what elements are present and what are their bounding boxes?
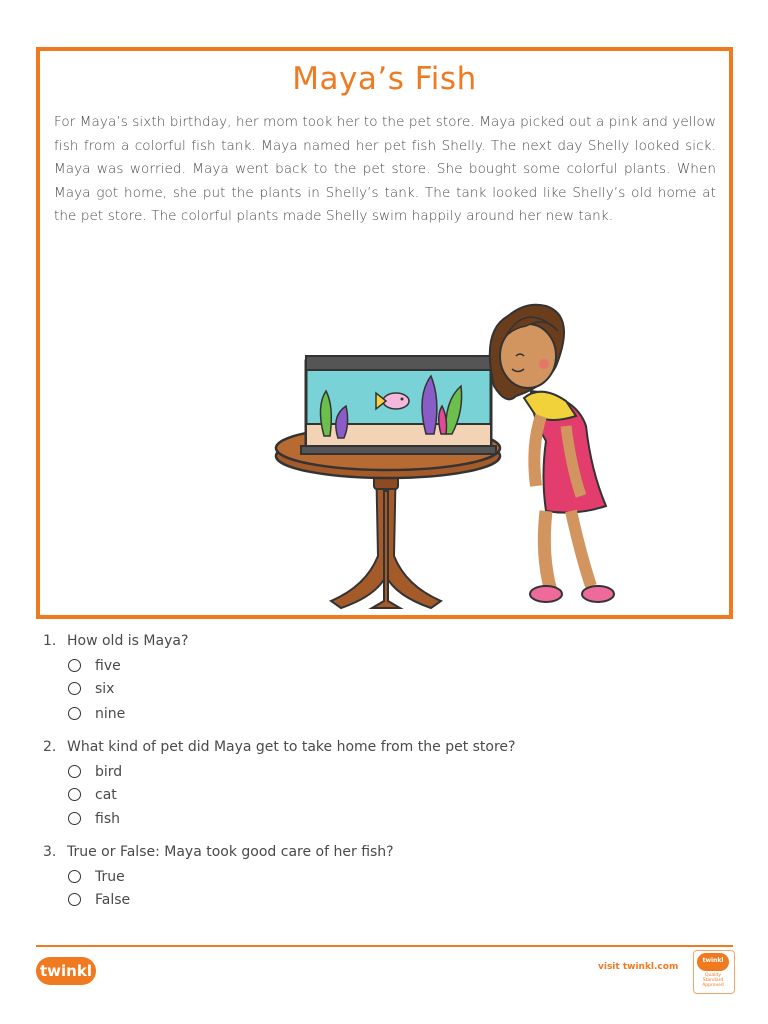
answer-option[interactable] bbox=[68, 867, 125, 887]
answer-option[interactable] bbox=[68, 762, 122, 782]
question-text: How old is Maya? bbox=[67, 633, 189, 649]
answer-option[interactable] bbox=[68, 679, 114, 699]
question-3 bbox=[43, 844, 394, 860]
radio-circle-icon[interactable] bbox=[68, 765, 81, 778]
option-label: fish bbox=[95, 811, 120, 827]
answer-option[interactable] bbox=[68, 890, 130, 910]
question-number: 3. bbox=[43, 844, 57, 860]
radio-circle-icon[interactable] bbox=[68, 659, 81, 672]
visit-link[interactable]: visit twinkl.com bbox=[598, 962, 679, 972]
story-text: For Maya’s sixth birthday, her mom took her to the pet store. Maya picked out a pink and yellow fish from a colorful fish tank. Maya named her pet fish Shelly. The next day Shelly looked sick. Maya was worried. Maya went back to the pet store. She bought some colorful plants. When Maya got home, she put the plants in Shelly’s tank. The tank looked like Shelly’s old home at the pet store. The colorful plants made Shelly swim happily around her new tank. bbox=[54, 114, 716, 224]
answer-option[interactable] bbox=[68, 704, 125, 724]
question-text: What kind of pet did Maya get to take home from the pet store? bbox=[67, 739, 516, 755]
option-label: True bbox=[95, 869, 125, 885]
radio-circle-icon[interactable] bbox=[68, 682, 81, 695]
question-text: True or False: Maya took good care of her fish? bbox=[67, 844, 394, 860]
question-number: 2. bbox=[43, 739, 57, 755]
badge-line-2: Approved bbox=[702, 983, 724, 988]
page-title: Maya’s Fish bbox=[292, 61, 477, 97]
question-2 bbox=[43, 739, 515, 755]
radio-circle-icon[interactable] bbox=[68, 812, 81, 825]
radio-circle-icon[interactable] bbox=[68, 707, 81, 720]
answer-option[interactable] bbox=[68, 809, 120, 829]
radio-circle-icon[interactable] bbox=[68, 788, 81, 801]
radio-circle-icon[interactable] bbox=[68, 870, 81, 883]
radio-circle-icon[interactable] bbox=[68, 893, 81, 906]
twinkl-logo-text: twinkl bbox=[40, 962, 92, 980]
story-box bbox=[36, 47, 733, 619]
option-label: nine bbox=[95, 706, 126, 722]
question-number: 1. bbox=[43, 633, 57, 649]
option-label: six bbox=[95, 681, 115, 697]
option-label: cat bbox=[95, 787, 117, 803]
answer-option[interactable] bbox=[68, 656, 121, 676]
option-label: False bbox=[95, 892, 131, 908]
answer-option[interactable] bbox=[68, 785, 117, 805]
badge-logo-text: twinkl bbox=[702, 957, 724, 964]
badge-caption bbox=[695, 973, 731, 988]
option-label: bird bbox=[95, 764, 123, 780]
maya-fish-tank-illustration bbox=[246, 256, 616, 611]
question-1 bbox=[43, 633, 188, 649]
option-label: five bbox=[95, 658, 121, 674]
footer-divider bbox=[36, 945, 733, 947]
badge-line-1: Quality Standard bbox=[702, 973, 724, 983]
